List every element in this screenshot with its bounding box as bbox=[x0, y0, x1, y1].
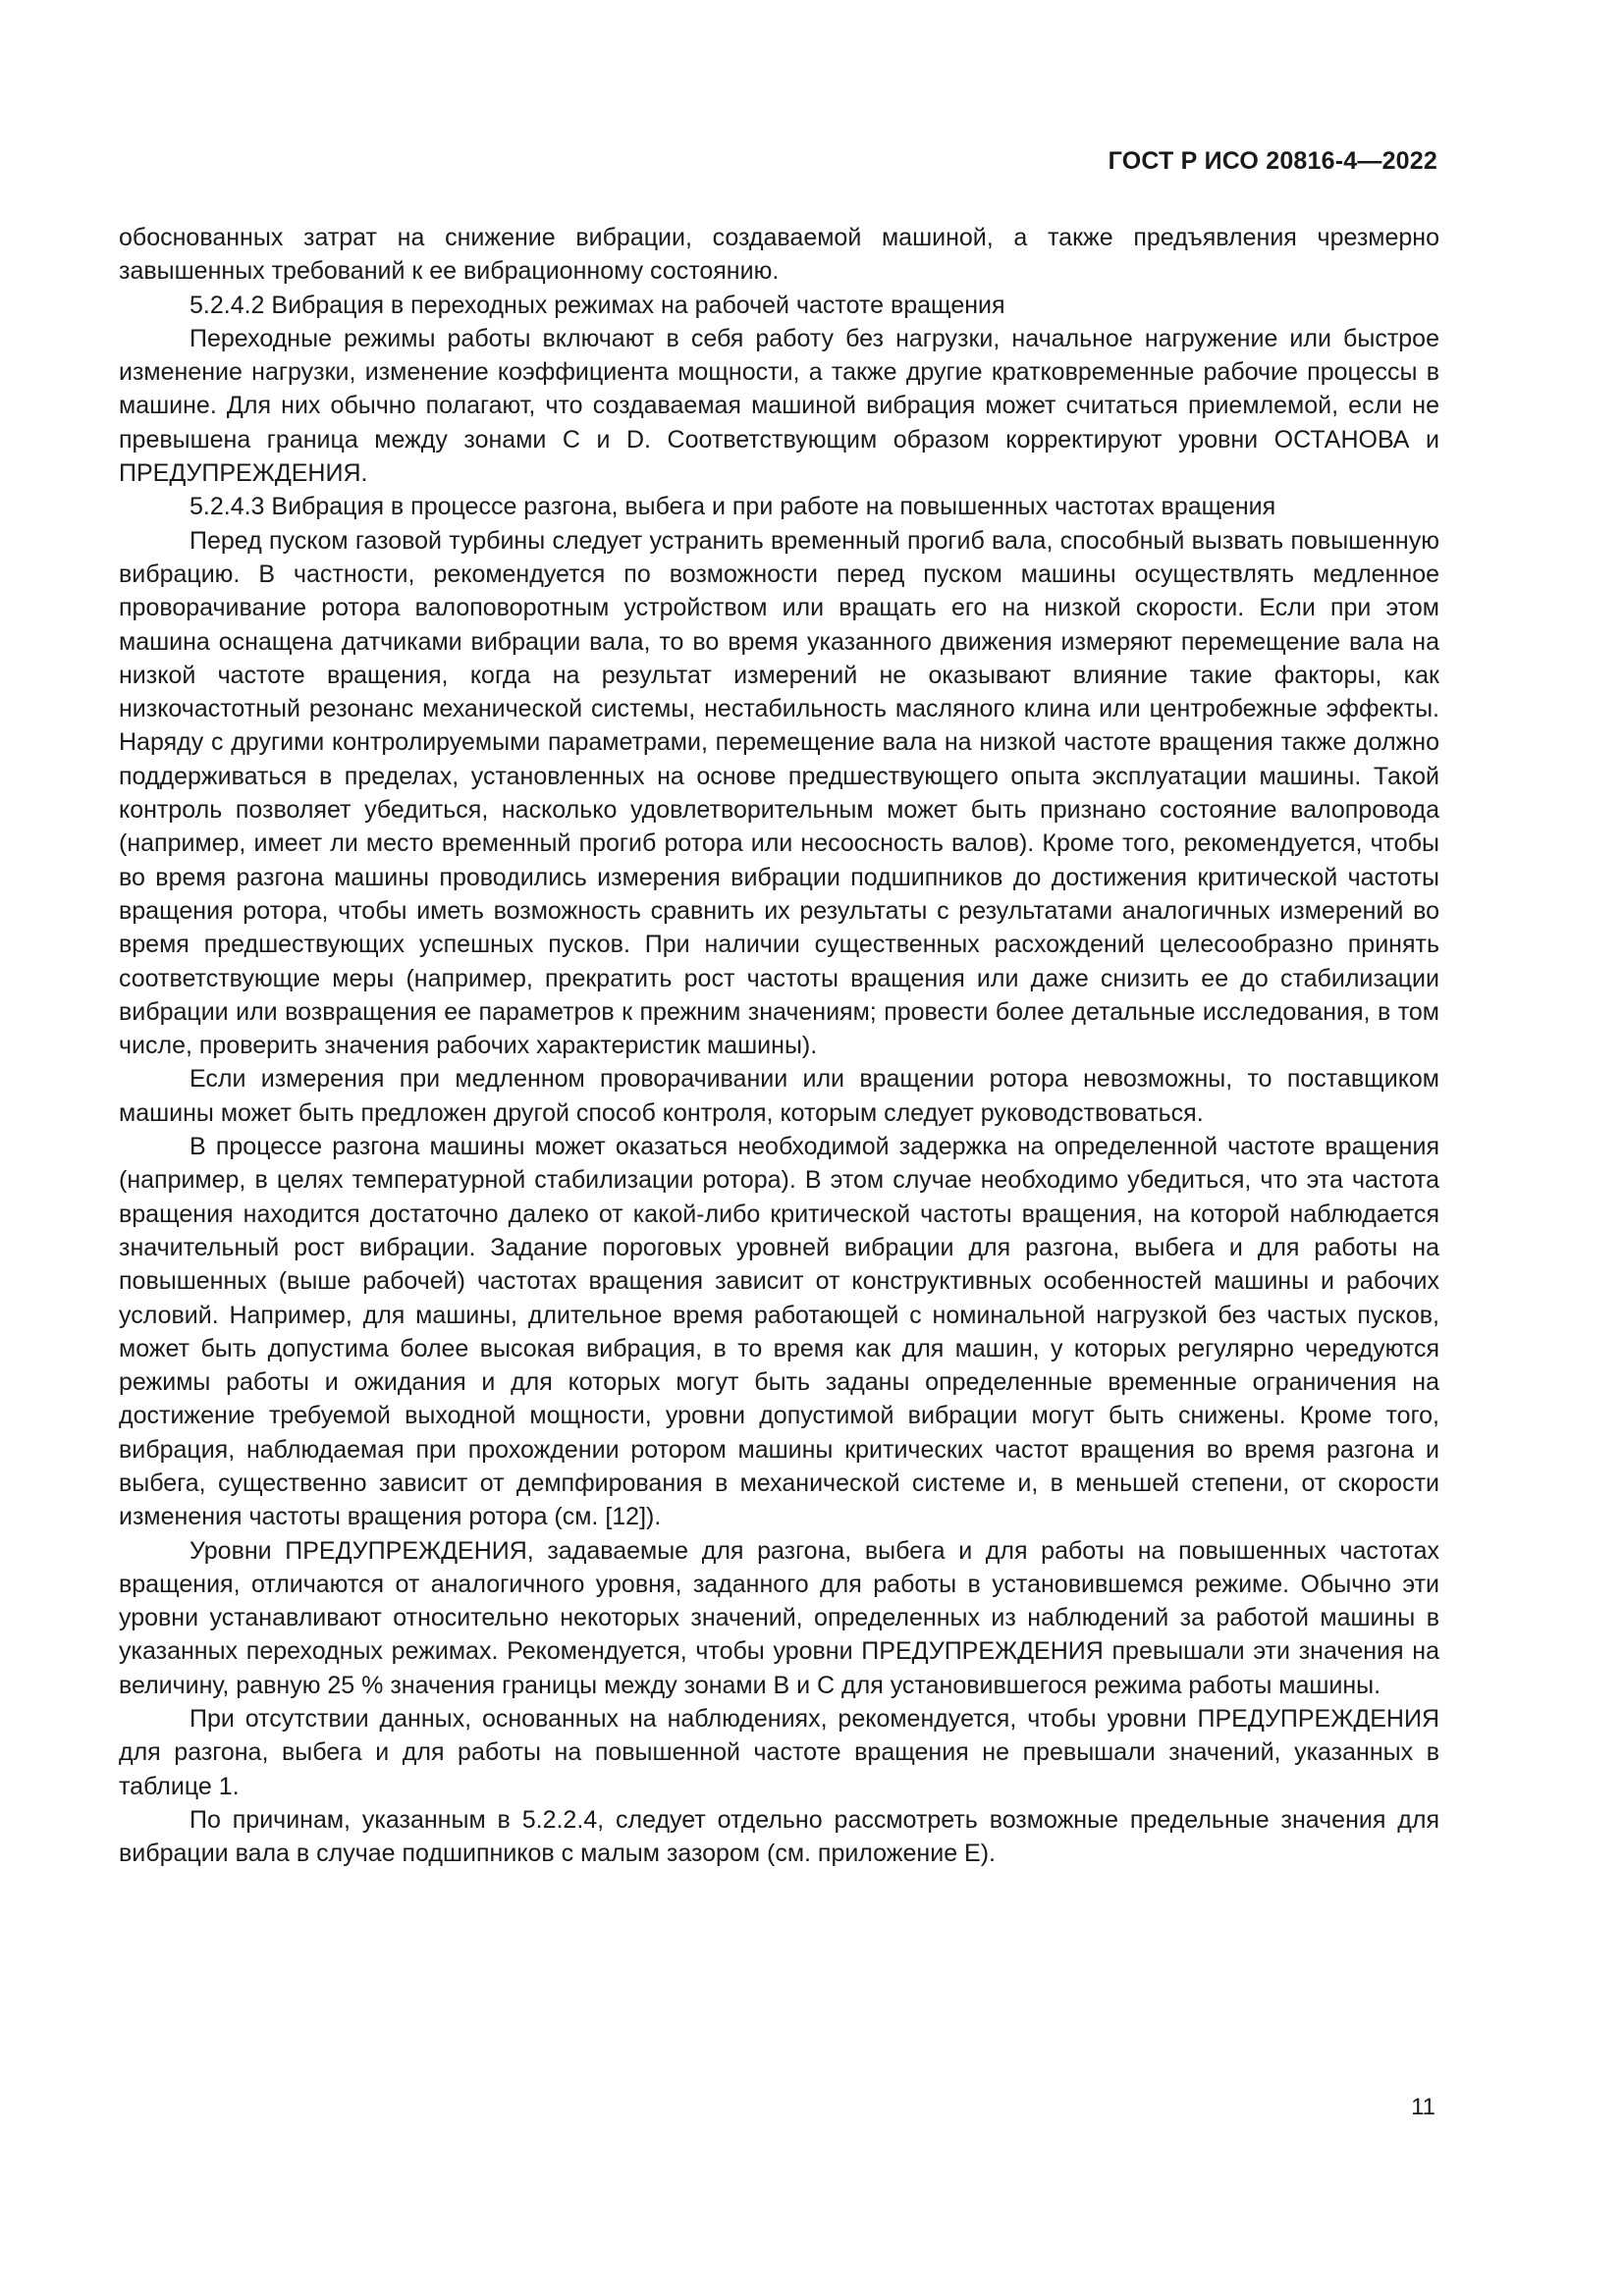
paragraph: При отсутствии данных, основанных на наблюдениях, рекомендуется, чтобы уровни ПРЕДУПРЕЖДЕНИЯ для разгона, выбега и для работы на повышенной частоте вращения не превышали значений, указанных в таблице 1. bbox=[119, 1705, 1439, 1800]
paragraph-continuation: обоснованных затрат на снижение вибрации, создаваемой машиной, а также предъявления чрезмерно завышенных требований к ее вибрационному состоянию. bbox=[119, 224, 1439, 286]
page-number: 11 bbox=[1411, 2094, 1435, 2120]
paragraph: Если измерения при медленном проворачивании или вращении ротора невозможны, то поставщиком машины может быть предложен другой способ контроля, которым следует руководствоваться. bbox=[119, 1065, 1439, 1127]
paragraph: Перед пуском газовой турбины следует устранить временный прогиб вала, способный вызвать повышенную вибрацию. В частности, рекомендуется по возможности перед пуском машины осуществлять медленное проворачивание ротора валоповоротным устройством или вращать его на низкой скорости. Если при этом машина оснащена датчиками вибрации вала, то во время указанного движения измеряют перемещение вала на низкой частоте вращения, когда на результат измерений не оказывают влияние такие факторы, как низкочастотный резонанс механической системы, нестабильность масляного клина или центробежные эффекты. Наряду с другими контролируемыми параметрами, перемещение вала на низкой частоте вращения также должно поддерживаться в пределах, установленных на основе предшествующего опыта эксплуатации машины. Такой контроль позволяет убедиться, насколько удовлетворительным может быть признано состояние валопровода (например, имеет ли место временный прогиб ротора или несоосность валов). Кроме того, рекомендуется, чтобы во время разгона машины проводились измерения вибрации подшипников до достижения критической частоты вращения ротора, чтобы иметь возможность сравнить их результаты с результатами аналогичных измерений во время предшествующих успешных пусков. При наличии существенных расхождений целесообразно принять соответствующие меры (например, прекратить рост частоты вращения или даже снизить ее до стабилизации вибрации или возвращения ее параметров к прежним значениям; провести более детальные исследования, в том числе, проверить значения рабочих характеристик машины). bbox=[119, 526, 1439, 1060]
paragraph: В процессе разгона машины может оказаться необходимой задержка на определенной частоте вращения (например, в целях температурной стабилизации ротора). В этом случае необходимо убедиться, что эта частота вращения находится достаточно далеко от какой-либо критической частоты вращения, на которой наблюдается значительный рост вибрации. Задание пороговых уровней вибрации для разгона, выбега и для работы на повышенных (выше рабочей) частотах вращения зависит от конструктивных особенностей машины и рабочих условий. Например, для машины, длительное время работающей с номинальной нагрузкой без частых пусков, может быть допустима более высокая вибрация, в то время как для машин, у которых регулярно чередуются режимы работы и ожидания и для которых могут быть заданы определенные временные ограничения на достижение требуемой выходной мощности, уровни допустимой вибрации могут быть снижены. Кроме того, вибрация, наблюдаемая при прохождении ротором машины критических частот вращения во время разгона и выбега, существенно зависит от демпфирования в механической системе и, в меньшей степени, от скорости изменения частоты вращения ротора (см. [12]). bbox=[119, 1133, 1439, 1531]
body-text bbox=[119, 221, 1439, 1871]
section-heading-5-2-4-2: 5.2.4.2 Вибрация в переходных режимах на рабочей частоте вращения bbox=[189, 291, 1005, 319]
paragraph: Уровни ПРЕДУПРЕЖДЕНИЯ, задаваемые для разгона, выбега и для работы на повышенных частотах вращения, отличаются от аналогичного уровня, заданного для работы в установившемся режиме. Обычно эти уровни устанавливают относительно некоторых значений, определенных из наблюдений за работой машины в указанных переходных режимах. Рекомендуется, чтобы уровни ПРЕДУПРЕЖДЕНИЯ превышали эти значения на величину, равную 25 % значения границы между зонами B и C для установившегося режима работы машины. bbox=[119, 1536, 1439, 1699]
standard-header: ГОСТ Р ИСО 20816-4—2022 bbox=[1108, 147, 1437, 175]
paragraph: По причинам, указанным в 5.2.2.4, следует отдельно рассмотреть возможные предельные значения для вибрации вала в случае подшипников с малым зазором (см. приложение E). bbox=[119, 1805, 1439, 1868]
paragraph: Переходные режимы работы включают в себя работу без нагрузки, начальное нагружение или быстрое изменение нагрузки, изменение коэффициента мощности, а также другие кратковременные рабочие процессы в машине. Для них обычно полагают, что создаваемая машиной вибрация может считаться приемлемой, если не превышена граница между зонами C и D. Соответствующим образом корректируют уровни ОСТАНОВА и ПРЕДУПРЕЖДЕНИЯ. bbox=[119, 324, 1439, 488]
section-heading-5-2-4-3: 5.2.4.3 Вибрация в процессе разгона, выбега и при работе на повышенных частотах вращения bbox=[189, 493, 1276, 521]
